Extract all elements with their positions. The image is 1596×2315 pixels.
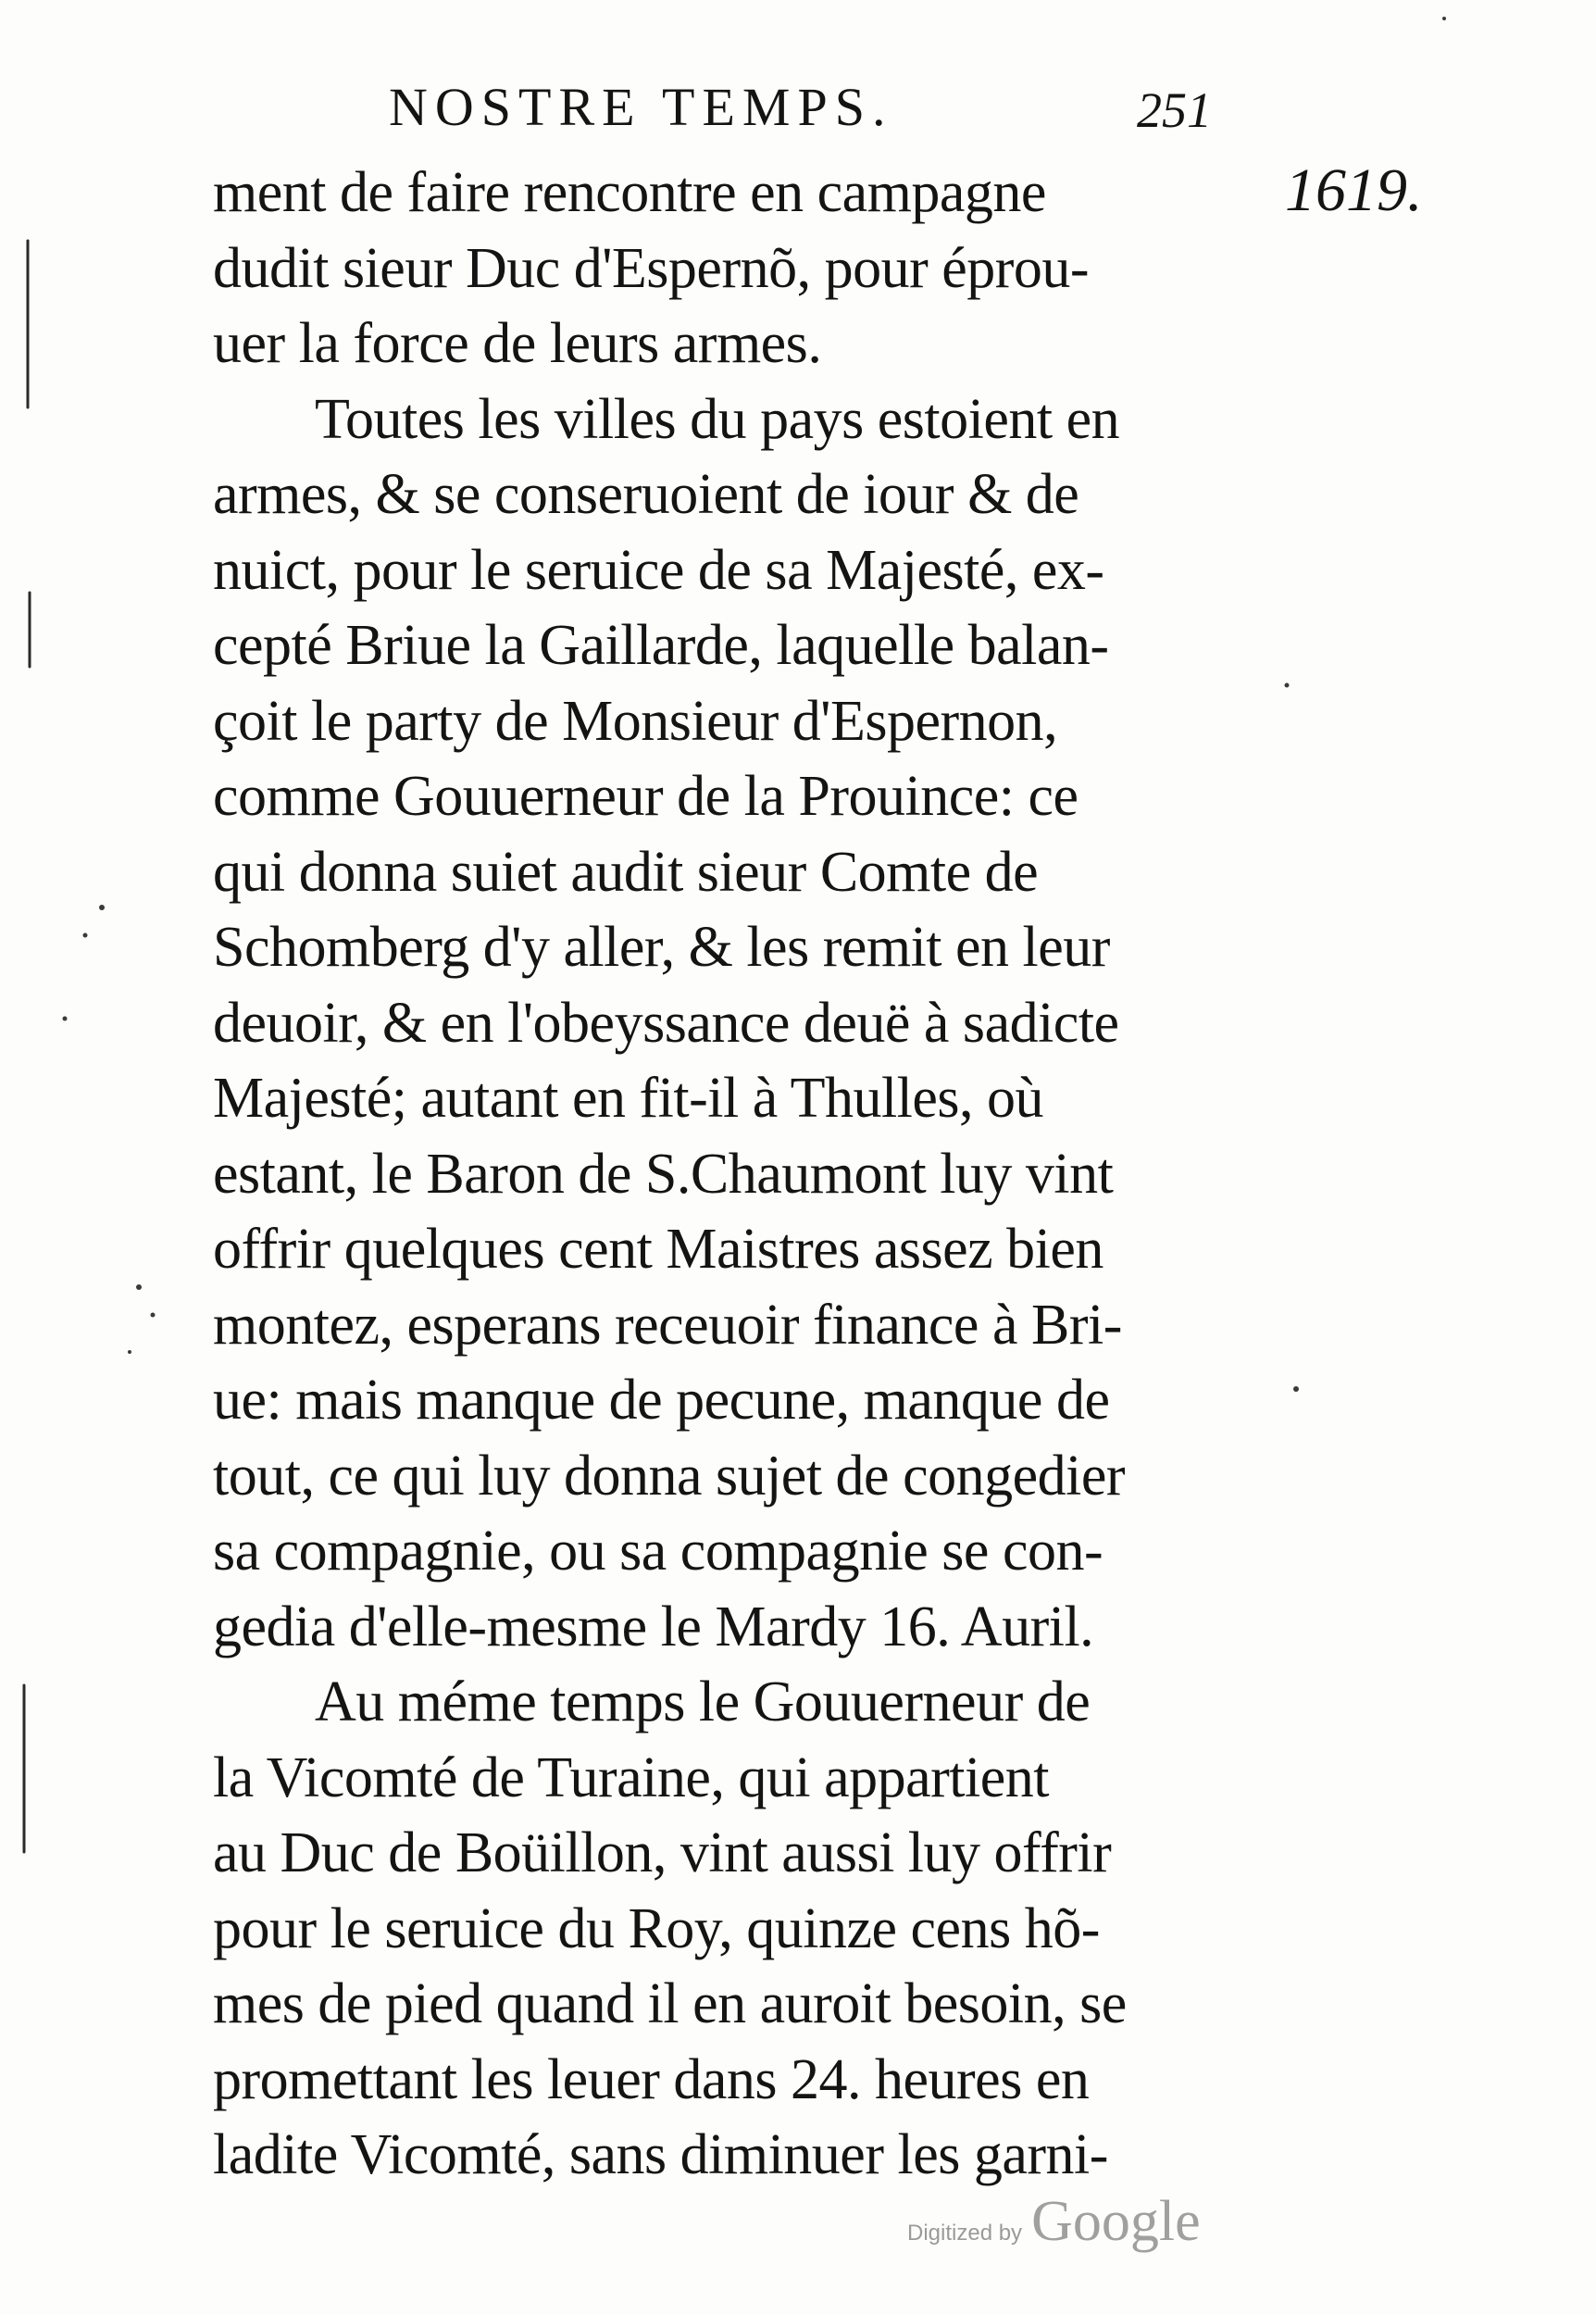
text-line: çoit le party de Monsieur d'Espernon, <box>213 689 1058 753</box>
text-line: nuict, pour le seruice de sa Majesté, ex- <box>213 538 1104 602</box>
paragraph-start-line: Au méme temps le Gouuerneur de <box>315 1671 1091 1733</box>
running-title: NOSTRE TEMPS. <box>389 77 893 137</box>
speck <box>1442 17 1446 20</box>
text-line: ment de faire rencontre en campagne <box>213 161 1046 224</box>
digitized-watermark <box>907 2189 1201 2255</box>
text-line: tout, ce qui luy donna sujet de congedier <box>213 1444 1126 1508</box>
text-line: gedia d'elle-mesme le Mardy 16. Auril. <box>213 1595 1094 1658</box>
text-line: ue: mais manque de pecune, manque de <box>213 1369 1110 1432</box>
text-line: cepté Briue la Gaillarde, laquelle balan- <box>213 614 1109 677</box>
text-line: pour le seruice du Roy, quinze cens hõ- <box>213 1896 1100 1960</box>
speck <box>99 905 105 910</box>
speck <box>128 1350 131 1354</box>
text-line: promettant les leuer dans 24. heures en <box>213 2047 1090 2111</box>
paragraph-start-line: Toutes les villes du pays estoient en <box>315 387 1120 451</box>
text-line: comme Gouuerneur de la Prouince: ce <box>213 765 1079 828</box>
speck <box>1293 1386 1299 1392</box>
margin-year-note: 1619. <box>1285 156 1423 224</box>
text-line: estant, le Baron de S.Chaumont luy vint <box>213 1142 1114 1206</box>
text-line: sa compagnie, ou sa compagnie se con- <box>213 1520 1103 1583</box>
text-line: montez, esperans receuoir finance à Bri- <box>213 1293 1122 1357</box>
speck <box>136 1284 142 1290</box>
speck <box>151 1313 156 1318</box>
text-line: armes, & se conseruoient de iour & de <box>213 463 1079 526</box>
text-line: deuoir, & en l'obeyssance deuë à sadicte <box>213 991 1119 1055</box>
text-line: au Duc de Boüillon, vint aussi luy offrir <box>213 1821 1112 1884</box>
speck <box>1285 683 1290 688</box>
text-line: Schomberg d'y aller, & les remit en leur <box>213 916 1110 979</box>
speck <box>63 1017 68 1021</box>
body-text <box>213 156 1250 2194</box>
text-line: mes de pied quand il en auroit besoin, se <box>213 1972 1127 2035</box>
text-line: la Vicomté de Turaine, qui appartient <box>213 1746 1049 1809</box>
text-line: ladite Vicomté, sans diminuer les garni- <box>213 2123 1108 2186</box>
google-logo: Google <box>1031 2190 1201 2253</box>
text-line: offrir quelques cent Maistres assez bien <box>213 1218 1103 1281</box>
page-number: 251 <box>1137 82 1212 138</box>
text-line: qui donna suiet audit sieur Comte de <box>213 840 1039 904</box>
digitized-label: Digitized by <box>907 2221 1023 2246</box>
text-line: dudit sieur Duc d'Espernõ, pour éprou- <box>213 236 1090 300</box>
text-line: Majesté; autant en fit-il à Thulles, où <box>213 1067 1044 1130</box>
speck <box>83 933 88 938</box>
text-line: uer la force de leurs armes. <box>213 312 822 375</box>
